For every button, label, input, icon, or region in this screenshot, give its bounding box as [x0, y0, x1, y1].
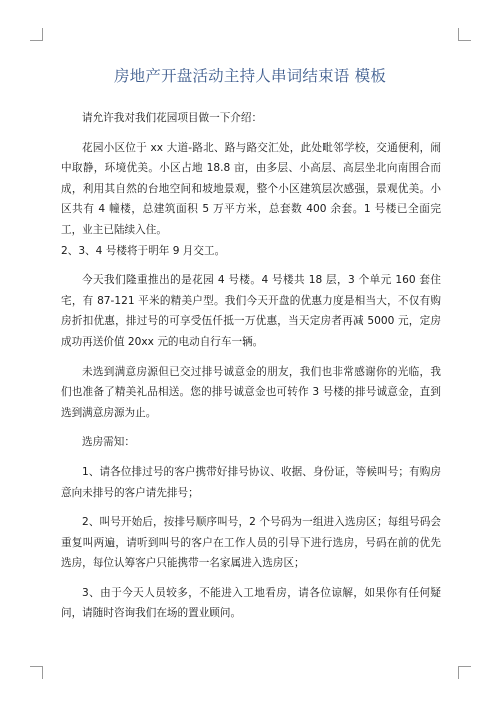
document-body [61, 108, 441, 624]
paragraph-notice-heading: 选房需知： [82, 436, 135, 449]
paragraph-notice-1: 1、请各位排过号的客户携带好排号协议、收据、身份证，等候叫号；有购房意向未排号的客户请先排号； [61, 465, 441, 499]
crop-mark-bottom-left [30, 666, 43, 679]
page-title: 房地产开盘活动主持人串词结束语 模板 [113, 67, 387, 85]
paragraph-notice-2: 2、叫号开始后，按排号顺序叫号，2 个号码为一组进入选房区；每组号码会重复叫两遍，请听到叫号的客户在工作人员的引导下进行选房，号码在前的优先选房，每位认筹客户只能携带一名家属进入选房区； [61, 516, 441, 570]
paragraph-notice-3: 3、由于今天人员较多，不能进入工地看房，请各位谅解，如果你有任何疑问，请随时咨询我们在场的置业顾问。 [61, 586, 441, 620]
paragraph-location: 花园小区位于 xx 大道-路北、路与路交汇处，此处毗邻学校，交通便利，闹中取静，环境优美。小区占地 18.8 亩，由多层、小高层、高层坐北向南围合而成，利用其自然的台地空间和坡地景观，整个小区建筑层次感强，景观优美。小区共有 4 幢楼，总建筑面积 5 万平方米，总套数 400 余套。1 号楼已全面完工，业主已陆续入住。 [61, 141, 441, 236]
paragraph-delivery: 2、3、4 号楼将于明年 9 月交工。 [61, 244, 226, 257]
paragraph-intro: 请允许我对我们花园项目做一下介绍： [82, 112, 263, 124]
crop-mark-bottom-right [458, 666, 471, 679]
paragraph-thanks: 未选到满意房源但已交过排号诚意金的朋友，我们也非常感谢你的光临，我们也准备了精美礼品相送。您的排号诚意金也可转作 3 号楼的排号诚意金，直到选到满意房源为止。 [61, 365, 441, 419]
crop-mark-top-right [458, 28, 471, 41]
paragraph-launch: 今天我们隆重推出的是花园 4 号楼。4 号楼共 18 层，3 个单元 160 套住宅，有 87-121 平米的精美户型。我们今天开盘的优惠力度是相当大，不仅有购房折扣优惠，排过号的可享受伍仟抵一万优惠，当天定房者再减 5000 元，定房成功再送价值 20xx 元的电动自行车一辆。 [61, 274, 441, 348]
crop-mark-top-left [30, 28, 43, 41]
